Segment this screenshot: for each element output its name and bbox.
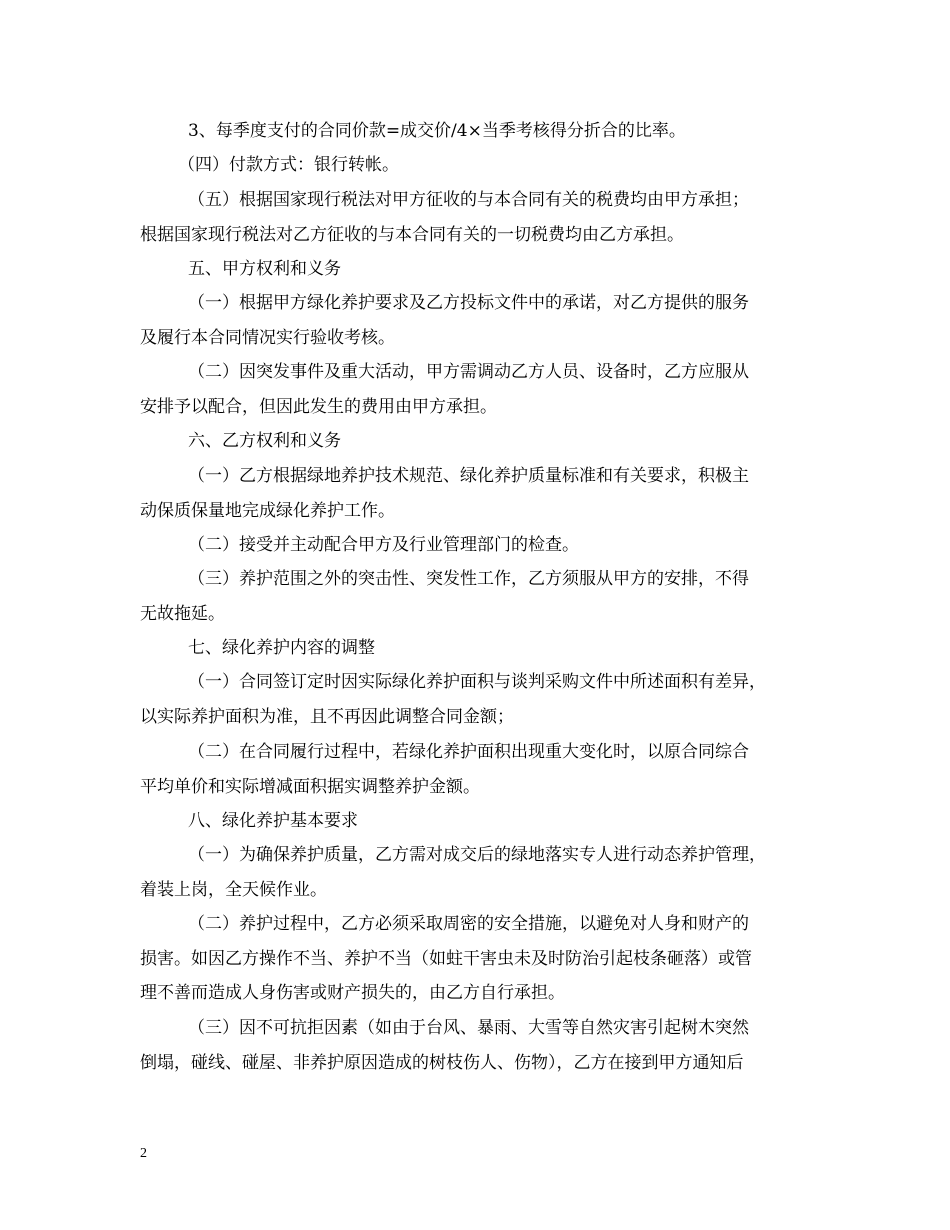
paragraph-requirement-2 bbox=[140, 907, 820, 1011]
text-line: （五）根据国家现行税法对甲方征收的与本合同有关的税费均由甲方承担； bbox=[188, 190, 749, 210]
heading-content-adjustment bbox=[140, 631, 820, 666]
text-line: 平均单价和实际增减面积据实调整养护金额。 bbox=[140, 776, 480, 797]
text-line: 六、乙方权利和义务 bbox=[188, 431, 341, 451]
text-line: （一）乙方根据绿地养护技术规范、绿化养护质量标准和有关要求，积极主 bbox=[188, 466, 749, 486]
text-line: （一）为确保养护质量，乙方需对成交后的绿地落实专人进行动态养护管理， bbox=[188, 845, 766, 865]
text-line: （二）在合同履行过程中，若绿化养护面积出现重大变化时，以原合同综合 bbox=[188, 742, 749, 762]
text-line: 3、每季度支付的合同价款=成交价/4×当季考核得分折合的比率。 bbox=[188, 121, 686, 141]
text-line: （二）养护过程中，乙方必须采取周密的安全措施，以避免对人身和财产的 bbox=[188, 914, 749, 934]
paragraph-party-b-3 bbox=[140, 562, 820, 631]
text-line: 理不善而造成人身伤害或财产损失的，由乙方自行承担。 bbox=[140, 983, 565, 1003]
page-number: 2 bbox=[140, 1146, 147, 1161]
heading-basic-requirements bbox=[140, 804, 820, 839]
text-line: （二）接受并主动配合甲方及行业管理部门的检查。 bbox=[188, 535, 579, 555]
paragraph-party-a-1 bbox=[140, 286, 820, 355]
paragraph-party-b-2 bbox=[140, 528, 820, 563]
text-line: 八、绿化养护基本要求 bbox=[188, 811, 358, 831]
paragraph-payment-method bbox=[140, 148, 820, 183]
text-line: 根据国家现行税法对乙方征收的与本合同有关的一切税费均由乙方承担。 bbox=[140, 224, 684, 245]
text-line: 以实际养护面积为准，且不再因此调整合同金额； bbox=[140, 706, 514, 727]
text-line: （四）付款方式：银行转帐。 bbox=[178, 155, 399, 175]
text-line: （一）根据甲方绿化养护要求及乙方投标文件中的承诺，对乙方提供的服务 bbox=[188, 293, 749, 313]
text-line: 倒塌，碰线、碰屋、非养护原因造成的树枝伤人、伤物），乙方在接到甲方通知后 bbox=[140, 1052, 744, 1073]
text-line: （二）因突发事件及重大活动，甲方需调动乙方人员、设备时，乙方应服从 bbox=[188, 362, 749, 382]
heading-party-b-rights bbox=[140, 424, 820, 459]
text-line: 七、绿化养护内容的调整 bbox=[188, 638, 375, 658]
text-line: 着装上岗，全天候作业。 bbox=[140, 879, 327, 900]
text-line: （三）因不可抗拒因素（如由于台风、暴雨、大雪等自然灾害引起树木突然 bbox=[188, 1018, 749, 1038]
text-line: （一）合同签订定时因实际绿化养护面积与谈判采购文件中所述面积有差异， bbox=[188, 672, 766, 692]
paragraph-party-b-1 bbox=[140, 459, 820, 528]
text-line: 无故拖延。 bbox=[140, 603, 225, 624]
text-line: 五、甲方权利和义务 bbox=[188, 259, 341, 279]
paragraph-party-a-2 bbox=[140, 355, 820, 424]
text-line: 损害。如因乙方操作不当、养护不当（如蛀干害虫未及时防治引起枝条砸落）或管 bbox=[140, 948, 752, 969]
heading-party-a-rights bbox=[140, 252, 820, 287]
text-line: 及履行本合同情况实行验收考核。 bbox=[140, 327, 395, 348]
text-line: 动保质保量地完成绿化养护工作。 bbox=[140, 500, 395, 521]
paragraph-taxes bbox=[140, 183, 820, 252]
paragraph-payment-ratio bbox=[140, 114, 820, 149]
paragraph-requirement-1 bbox=[140, 838, 820, 907]
paragraph-requirement-3 bbox=[140, 1011, 820, 1080]
paragraph-adjustment-2 bbox=[140, 735, 820, 804]
paragraph-adjustment-1 bbox=[140, 665, 820, 734]
text-line: （三）养护范围之外的突击性、突发性工作，乙方须服从甲方的安排，不得 bbox=[188, 569, 749, 589]
text-line: 安排予以配合，但因此发生的费用由甲方承担。 bbox=[140, 396, 497, 417]
